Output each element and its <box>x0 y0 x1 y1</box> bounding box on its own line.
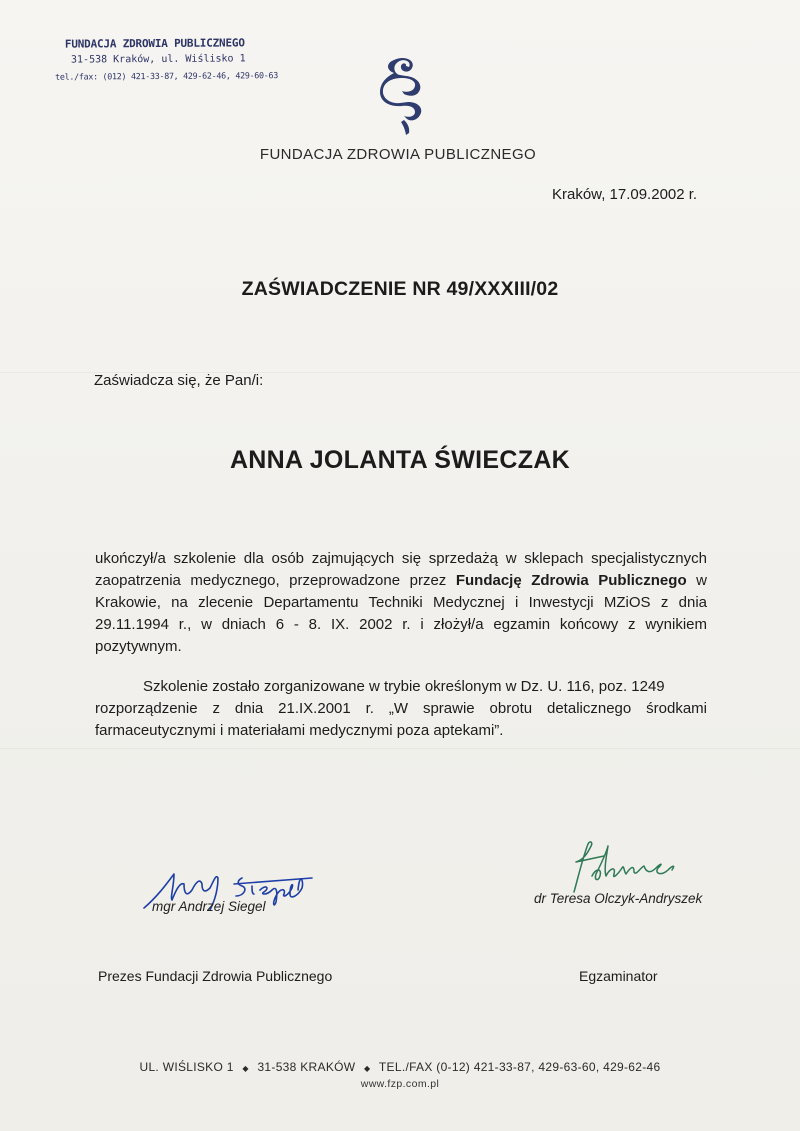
body-line: rozporządzenie z dnia 21.IX.2001 r. „W sprawie obrotu detalicznego środkami <box>95 700 707 717</box>
organization-name: FUNDACJA ZDROWIA PUBLICZNEGO <box>259 146 537 163</box>
body-line: farmaceutycznymi i materiałami medycznymi poza aptekami”. <box>95 722 504 739</box>
body-paragraph-1 <box>95 548 707 658</box>
diamond-separator-icon: ◆ <box>242 1064 249 1073</box>
footer-address <box>0 1060 800 1074</box>
foundation-name-bold: Fundację Zdrowia Publicznego <box>455 572 687 589</box>
body-line: Szkolenie zostało zorganizowane w trybie określonym w Dz. U. 116, poz. 1249 <box>143 678 665 695</box>
signatory-left-role: Prezes Fundacji Zdrowia Publicznego <box>98 968 333 984</box>
footer-city: 31-538 KRAKÓW <box>257 1060 356 1074</box>
signatory-right-name: dr Teresa Olczyk-Andryszek <box>534 891 703 906</box>
signature-right <box>560 838 690 896</box>
stamp-line-1: FUNDACJA ZDROWIA PUBLICZNEGO <box>64 36 245 51</box>
body-text: w <box>686 572 707 589</box>
body-line: Krakowie, na zlecenie Departamentu Techniki Medycznej i Inwestycji MZiOS z dnia <box>95 594 707 611</box>
organization-stamp <box>55 35 279 84</box>
footer-street: UL. WIŚLISKO 1 <box>139 1060 234 1074</box>
serpent-logo-icon <box>374 56 432 136</box>
certificate-intro: Zaświadcza się, że Pan/i: <box>94 372 264 389</box>
document-date: Kraków, 17.09.2002 r. <box>552 186 698 203</box>
body-line: ukończył/a szkolenie dla osób zajmujących się sprzedażą w sklepach specjalistycznych <box>95 550 707 567</box>
signatory-left-name: mgr Andrzej Siegel <box>152 899 266 914</box>
body-line: 29.11.1994 r., w dniach 6 - 8. IX. 2002 r. i złożył/a egzamin końcowy z wynikiem <box>95 616 707 633</box>
signatory-right-role: Egzaminator <box>579 968 658 984</box>
body-line <box>95 570 707 592</box>
certificate-title: ZAŚWIADCZENIE NR 49/XXXIII/02 <box>241 278 559 300</box>
footer-phone: TEL./FAX (0-12) 421-33-87, 429-63-60, 429-62-46 <box>378 1060 661 1074</box>
body-paragraph-2 <box>95 676 707 742</box>
diamond-separator-icon: ◆ <box>364 1064 371 1073</box>
body-line: pozytywnym. <box>95 638 182 655</box>
stamp-line-2: 31-538 Kraków, ul. Wiślisko 1 <box>70 53 246 66</box>
body-text: zaopatrzenia medycznego, przeprowadzone przez <box>95 572 456 589</box>
paper-fold <box>0 748 800 749</box>
recipient-name: ANNA JOLANTA ŚWIECZAK <box>229 446 571 474</box>
footer-website: www.fzp.com.pl <box>360 1078 440 1090</box>
stamp-line-3: tel./fax: (012) 421-33-87, 429-62-46, 429-60-63 <box>55 70 279 82</box>
